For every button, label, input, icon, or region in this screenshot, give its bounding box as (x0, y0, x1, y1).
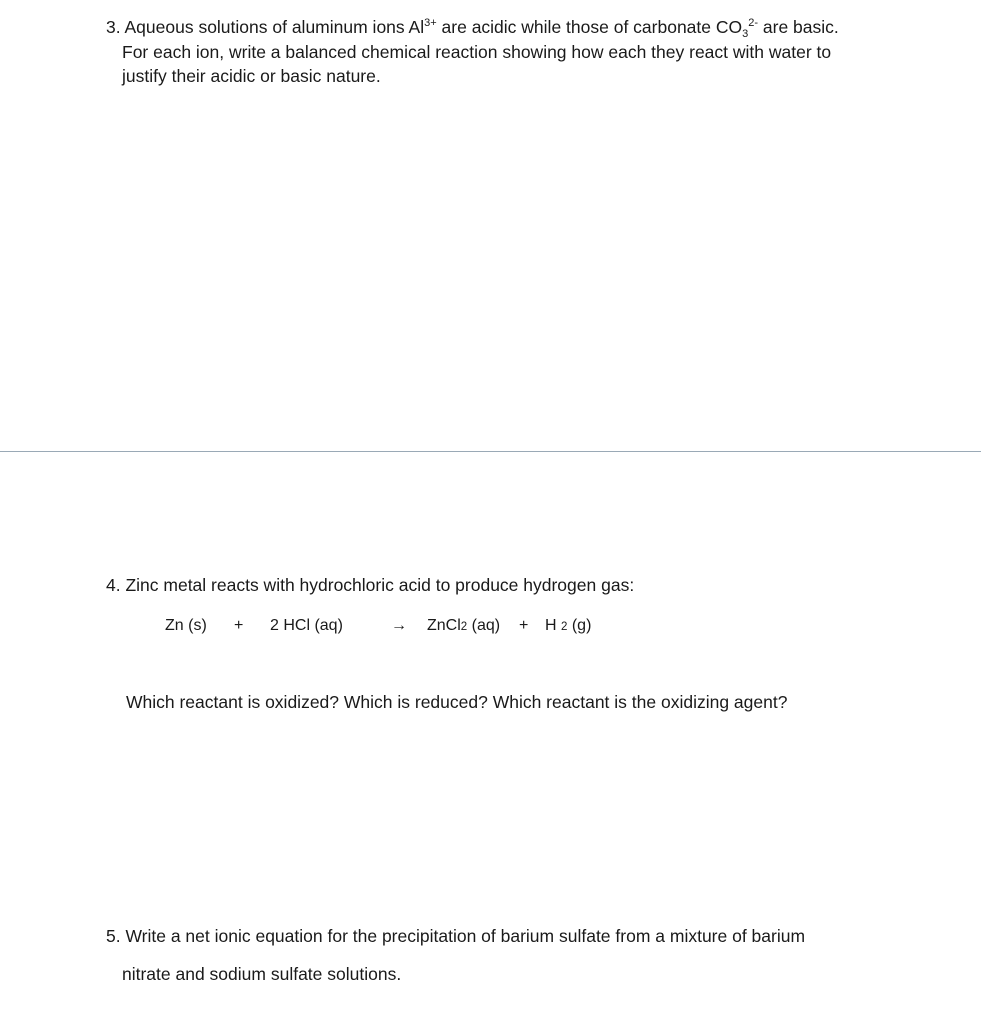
product-hydrogen-formula: H (545, 617, 561, 634)
product-hydrogen (545, 614, 591, 639)
question-3 (106, 15, 966, 89)
aluminum-charge: 3+ (424, 17, 437, 29)
carbonate-charge: 2- (748, 17, 759, 29)
product-zinc-chloride-formula: ZnCl (427, 617, 461, 634)
section-divider (0, 451, 981, 452)
product-hydrogen-subscript: 2 (561, 621, 568, 633)
product-zinc-chloride-state: (aq) (467, 617, 501, 634)
question-4-ask: Which reactant is oxidized? Which is reduced? Which reactant is the oxidizing agent? (126, 692, 788, 712)
question-5-line-2: nitrate and sodium sulfate solutions. (122, 964, 402, 984)
question-3-text-c: are basic. (758, 17, 839, 37)
reaction-arrow: → (391, 617, 407, 634)
question-3-line-2: For each ion, write a balanced chemical reaction showing how each they react with water to (122, 41, 832, 62)
question-5-line-1: 5. Write a net ionic equation for the precipitation of barium sulfate from a mixture of barium (106, 926, 806, 946)
question-5 (106, 924, 805, 986)
question-3-line-1 (106, 15, 966, 40)
question-3-text-a: 3. Aqueous solutions of aluminum ions Al (106, 17, 425, 37)
question-3-line-3: justify their acidic or basic nature. (122, 66, 381, 86)
reactant-hcl: 2 HCl (aq) (270, 617, 343, 634)
product-zinc-chloride (427, 614, 500, 639)
product-hydrogen-state: (g) (567, 617, 592, 634)
question-3-text-b: are acidic while those of carbonate CO (436, 17, 743, 37)
zinc-hcl-equation (0, 614, 981, 638)
question-4-prompt: 4. Zinc metal reacts with hydrochloric acid to produce hydrogen gas: (106, 575, 635, 595)
product-zinc-chloride-subscript: 2 (460, 621, 468, 633)
carbonate-subscript: 3 (742, 28, 749, 40)
plus-sign-2: + (519, 617, 529, 634)
reactant-zinc: Zn (s) (165, 617, 207, 634)
plus-sign-1: + (234, 617, 244, 634)
